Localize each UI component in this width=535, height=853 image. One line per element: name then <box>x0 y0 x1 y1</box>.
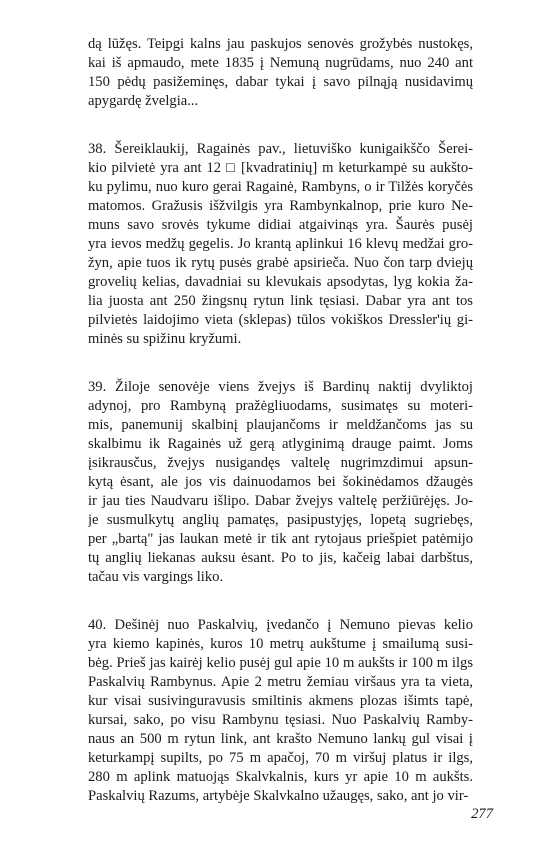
text-line: matomos. Gražusis išžvilgis yra Rambynkalnop, prie kuro Ne- <box>88 198 473 214</box>
text-line: naus an 500 m rytun link, ant krašto Nemuno lankų gul visai į <box>88 731 473 747</box>
paragraph-gap <box>88 349 473 378</box>
text-line: ku pylimu, nuo kuro gerai Ragainė, Rambyns, o ir Tilžės koryčės <box>88 179 473 195</box>
paragraph <box>88 378 473 587</box>
text-line: kur visai susivinguravusis smiltinis akmens plozas išimts tapė, <box>88 693 473 709</box>
text-line: lia juosta ant 250 žingsnų rytun link tęsiasi. Dabar yra ant tos <box>88 293 473 309</box>
text-line: 38. Šereiklaukij, Ragainės pav., lietuviško kunigaikščo Šerei- <box>88 141 473 157</box>
text-line: minės su spižinu kryžumi. <box>88 331 242 347</box>
text-line: per „bartą" jas laukan metė ir tik ant rytojaus priešpiet patėmijo <box>88 531 473 547</box>
text-line: įsikrausčus, žvejys nusigandęs valtelę nugrimzdimui apsun- <box>88 455 473 471</box>
text-line: muns savo srovės tykume didiai atgaivinąs yra. Šaurės pusėj <box>88 217 473 233</box>
text-line: 280 m aplink matuojąs Skalvkalnis, kurs yr apie 10 m aukšts. <box>88 769 473 785</box>
text-line: 150 pėdų pasižeminęs, dabar tykai į savo pilnąją nusidavimų <box>88 74 473 90</box>
text-line: ir jau ties Naudvaru išlipo. Dabar žvejys valtelę peržiūrėjęs. Jo- <box>88 493 473 509</box>
text-line: dą lūžęs. Teipgi kalns jau paskujos senovės grožybės nustokęs, <box>88 36 473 52</box>
text-line: skalbimu ik Ragainės už gerą atlyginimą drauge paimt. Joms <box>88 436 473 452</box>
text-line: Paskalvių Rambynus. Apie 2 metru žemiau viršaus yra ta vieta, <box>88 674 473 690</box>
body-text <box>88 35 473 806</box>
text-line: apygardę žvelgia... <box>88 93 199 109</box>
text-line: mis, panemunij skalbinį plaujančoms ir meldžančoms jas su <box>88 417 473 433</box>
paragraph <box>88 616 473 806</box>
text-line: žyn, apie tuos ik rytų pusės grabė apsirieča. Nuo čon tarp dviejų <box>88 255 473 271</box>
text-line: adynoj, pro Rambyną pražėgliuodams, susimatęs su moteri- <box>88 398 473 414</box>
text-line: Paskalvių Razums, artybėje Skalvkalno užaugęs, sako, ant jo vir- <box>88 788 469 804</box>
paragraph <box>88 140 473 349</box>
paragraph-gap <box>88 587 473 616</box>
page-number: 277 <box>471 806 493 822</box>
text-line: je susmulkytų anglių pamatęs, pasipustyjęs, lopetą sugriebęs, <box>88 512 473 528</box>
text-line: yra kiemo kapinės, kuros 10 metrų aukštume į smailumą susi- <box>88 636 473 652</box>
text-line: tačau vis vargings liko. <box>88 569 224 585</box>
text-line: pilvietės laidojimo vieta (sklepas) tūlos vokiškos Dressler'ių gi- <box>88 312 473 328</box>
text-line: 40. Dešinėj nuo Paskalvių, įvedančo į Nemuno pievas kelio <box>88 617 473 633</box>
text-line: keturkampį supilts, po 75 m apačoj, 70 m viršuj platus ir ilgs, <box>88 750 473 766</box>
text-line: tų anglių liekanas auksu ėsant. Po to jis, kačeig labai darbštus, <box>88 550 473 566</box>
text-line: kytą ėsant, ale jos vis dainuodamos bei šokinėdamos džaugės <box>88 474 473 490</box>
text-line: yra ievos medžų gegelis. Jo krantą aplinkui 16 klevų medžai gro- <box>88 236 473 252</box>
text-line: 39. Žiloje senovėje viens žvejys iš Bardinų naktij dvyliktoj <box>88 379 473 395</box>
paragraph <box>88 35 473 111</box>
text-line: kai iš apmaudo, mete 1835 į Nemuną nugrūdams, nuo 240 ant <box>88 55 473 71</box>
text-line: grovelių kelias, davadniai su klevukais apsodytas, lyg kokia ža- <box>88 274 473 290</box>
text-line: bėg. Prieš jas kairėj kelio pusėj gul apie 10 m aukšts ir 100 m ilgs <box>88 655 473 671</box>
text-line: kio pilvietė yra ant 12 □ [kvadratinių] m keturkampė su aukšto- <box>88 160 473 176</box>
text-line: kursai, sako, po visu Rambynu tęsiasi. Nuo Paskalvių Ramby- <box>88 712 473 728</box>
paragraph-gap <box>88 111 473 140</box>
